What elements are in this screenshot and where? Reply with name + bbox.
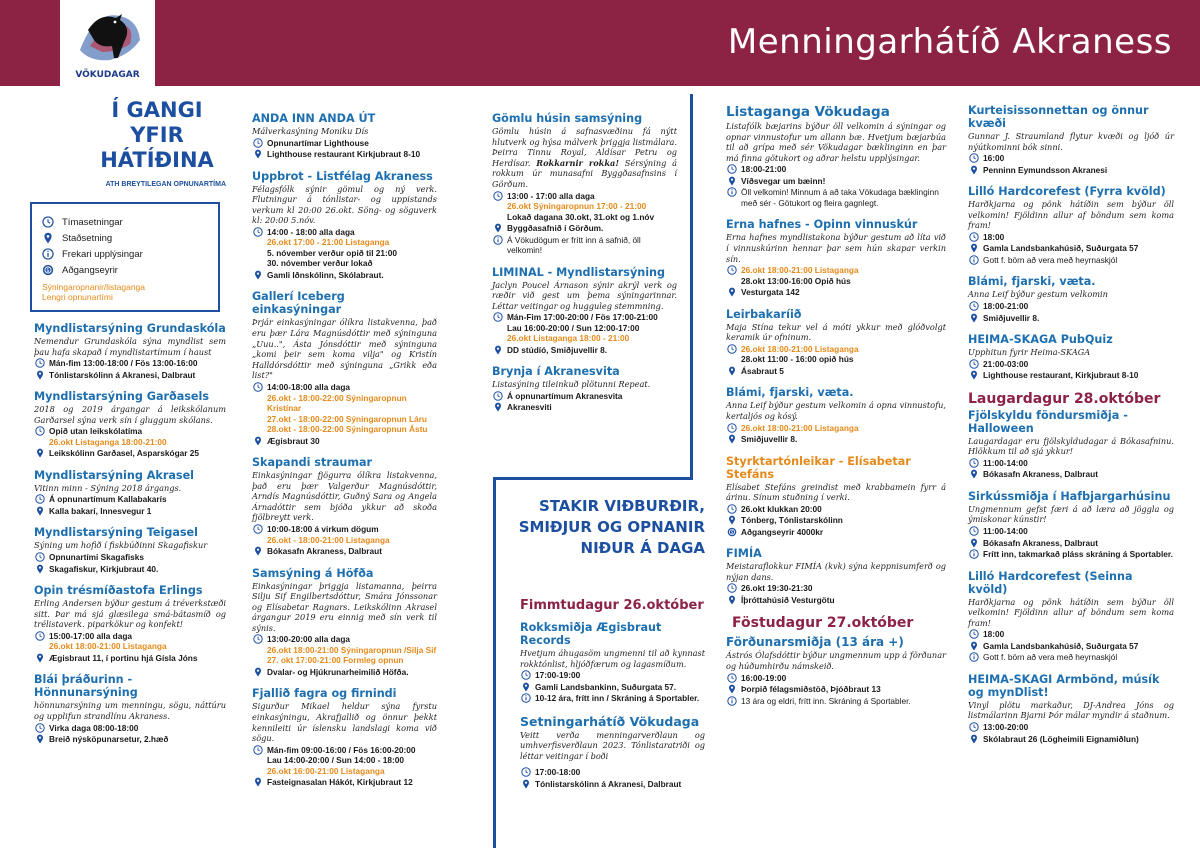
clock-icon	[34, 631, 46, 641]
info-icon	[726, 187, 738, 197]
location-pin-icon	[726, 684, 738, 694]
clock-icon	[968, 232, 980, 242]
event-gomlu-husin: Gömlu húsin samsýning Gömlu húsin á safnasvæðinu fá nýtt hlutverk og hýsa málverk þriggja listmálara. Þeirra Tinnu Royal, Aldísar Petru og Herdísar. Rokkarnir rokka! Sérsýning á rokkum úr munasafni Byggðasafnsins í Görðum. 13:00 - 17:00 alla daga 26.okt Sýningaropnun 17:00 - 21:00 Lokað dagana 30.okt, 31.okt og 1.nóv Byggðasafnið í Görðum. Á Vökudögum er frítt inn á safnið, öll velkomin!	[492, 112, 678, 256]
location-pin-icon	[252, 270, 264, 280]
location-pin-icon	[968, 641, 980, 651]
event-listaganga: Listaganga Vökudaga Listafólk bæjarins býður öll velkomin á sýningar og opnar vinnustofur um allann bæ. Hvetjum bæjarbúa til að grípa með sér Vökudagar bæklinginn en þar má finna götukort og aðrar helstu upplýsingar. 18:00-21:00 Víðsvegar um bæinn! Öll velkomin! Minnum á að taka Vökudaga bæklinginn með sér - Götukort og fleira gagnlegt.	[726, 104, 946, 208]
clock-icon	[252, 745, 264, 755]
event-blai-thradurinn: Blái þráðurinn - Hönnunarsýning hönnunarsýning um menningu, sögu, náttúru og upplifun strandlínu Akraness. Virka daga 08:00-18:00 Breið nýsköpunarsetur, 2.hæð	[34, 673, 226, 745]
event-fimia: FIMÍA Meistaraflokkur FIMÍA (kvk) sýna keppnisumferð og nýjan dans. 26.okt 19:30-21:30 Íþróttahúsið Vesturgötu	[726, 547, 946, 605]
clock-icon	[34, 723, 46, 733]
location-pin-icon	[34, 370, 46, 380]
divider-vertical-top	[690, 94, 693, 479]
clock-icon	[726, 423, 738, 433]
event-heima-skagi: HEIMA-SKAGI Armbönd, músík og mynDlist! Vinyl plötu markaður, DJ-Andrea Jóns og listmálarinn Bjarni Þór málar myndir á staðnum. 13:00-20:00 Skólabraut 26 (Lögheimili Eignamiðlun)	[968, 672, 1174, 744]
event-iceberg: Gallerí Iceberg einkasýningar Þrjár einkasýningar ólíkra listakvenna, það eru þær Lára Magnúsdóttir með sýninguna „Uuu..", Ásta Jónsdóttir með sýninguna „komi þeir sem koma vilja" og Kristín Halldórsdóttir með sýninguna „Grikk eða list?" 14:00-18:00 alla daga 26.okt - 18:00-22:00 Sýningaropnun Kristínar 27.okt - 18:00-22:00 Sýningaropnun Láru 28.okt - 18:00-22:00 Sýningaropnun Ástu Ægisbraut 30	[252, 290, 437, 446]
clock-icon	[726, 344, 738, 354]
location-pin-icon	[252, 546, 264, 556]
info-icon	[968, 549, 980, 559]
location-pin-icon	[252, 667, 264, 677]
info-icon	[42, 248, 54, 260]
event-blami-1: Blámi, fjarski, væta. Anna Leif býður gestum velkomin á opna vinnustofu, kertaljós og kósý. 26.okt 18:00-21:00 Listaganga Smiðjuvellir 8.	[726, 386, 946, 445]
clock-icon	[492, 191, 504, 201]
vokudagar-logo	[60, 0, 155, 88]
clock-icon	[968, 722, 980, 732]
location-pin-icon	[42, 232, 54, 244]
legend-place: Staðsetning	[42, 232, 208, 244]
divider-vertical-bottom	[493, 477, 496, 848]
location-pin-icon	[34, 653, 46, 663]
schedule-note: ATH BREYTILEGAN OPNUNARTÍMA	[105, 181, 226, 188]
event-sirkussmidja: Sirkússmiðja í Hafbjargarhúsinu Ungmennum gefst færi á að læra að jöggla og ýmiskonar kúnstir! 11:00-14:00 Bókasafn Akraness, Dalbraut Frítt inn, takmarkað pláss skráning á Sportabler.	[968, 489, 1174, 560]
info-icon	[520, 693, 532, 703]
column-thursday-2	[726, 104, 946, 716]
clock-icon	[34, 358, 46, 368]
coin-icon	[42, 264, 54, 276]
info-icon	[492, 235, 504, 245]
location-pin-icon	[726, 434, 738, 444]
divider-horizontal	[493, 477, 693, 480]
day-friday: Föstudagur 27.október	[732, 615, 914, 632]
location-pin-icon	[968, 469, 980, 479]
event-setningarhatid: Setningarhátíð Vökudaga Veitt verða menningarverðlaun og umhverfisverðlaun 2023. Tónlistaratriði og léttar veitingar í boði 17:00-18:00 Tónlistarskólinn á Akranesi, Dalbraut	[520, 713, 705, 789]
clock-icon	[252, 138, 264, 148]
single-events-heading: STAKIR VIÐBURÐIR, SMIÐJUR OG OPNANIR NIÐUR Á DAGA	[518, 497, 705, 557]
column-thursday	[520, 598, 705, 799]
day-saturday: Laugardagur 28.október	[968, 390, 1161, 407]
event-hofdi: Samsýning á Höfða Einkasýningar þriggja listamanna, þeirra Silju Sif Engilbertsdóttur, Smára Jónssonar og Elísabetar Ragnars. Leikskólinn Akrasel árgangur 2019 eru einnig með sín verk til sýnis. 13:00-20:00 alla daga 26.okt 18:00-21:00 Sýningaropnun /Silja Sif 27. okt 17:00-21:00 Formleg opnun Dvalar- og Hjúkrunarheimilið Höfða.	[252, 566, 437, 677]
legend-fee: Aðgangseyrir	[42, 264, 208, 276]
event-brynja: Brynja í Akranesvita Listasýning tileinkuð plötunni Repeat. Á opnunartímum Akranesvita Akranesviti	[492, 365, 651, 413]
location-pin-icon	[968, 538, 980, 548]
clock-icon	[252, 227, 264, 237]
event-styrktartonleikar: Styrktartónleikar - Elísabetar Stefáns Elísabet Stefáns greindist með krabbamein fyrr á árinu. Sínum stuðning í verki. 26.okt klukkan 20:00 Tónberg, Tónlistarskólinn Aðgangseyrir 4000kr	[726, 454, 946, 537]
location-pin-icon	[34, 734, 46, 744]
location-pin-icon	[968, 313, 980, 323]
location-pin-icon	[34, 506, 46, 516]
event-anda-inn: ANDA INN ANDA ÚT Málverkasýning Moniku Dís Opnunartímar Lighthouse Lighthouse restaurant Kirkjubraut 8-10	[252, 112, 421, 160]
column-exhibitions-2	[252, 112, 437, 798]
event-blami-2: Blámi, fjarski, væta. Anna Leif býður gestum velkomin 18:00-21:00 Smiðjuvellir 8.	[968, 275, 1108, 323]
clock-icon	[726, 164, 738, 174]
event-lillo-seinna: Lilló Hardcorefest (Seinna kvöld) Harðkjarna og pönk hátíðin sem býður öll velkomin! Fjöldinn allur af böndum sem koma fram! 18:00 Gamla Landsbankahúsið, Suðurgata 57 Gott f. börn að vera með heyrnaskjól	[968, 569, 1174, 663]
clock-icon	[492, 312, 504, 322]
info-icon	[968, 652, 980, 662]
clock-icon	[492, 391, 504, 401]
event-erna-hafnes: Erna hafnes - Opinn vinnuskúr Erna hafnes myndlistakona býður gestum að líta við í vinnuskúrinn hennar þar sem hún skapar verkin sín. 26.okt 18:00-21:00 Listaganga 28.okt 13:00-16:00 Opið hús Vesturgata 142	[726, 218, 946, 298]
ongoing-heading-1: Í GANGI	[111, 98, 203, 122]
clock-icon	[726, 673, 738, 683]
event-leirbakariid: Leirbakaríið Maja Stína tekur vel á móti ykkur með glóðvolgt keramik úr ofninum. 26.okt 18:00-21:00 Listaganga 28.okt 11:00 - 16:00 opið hús Ásabraut 5	[726, 307, 946, 376]
event-fondursmidja: Fjölskyldu föndursmiðja - Halloween Laugardagar eru fjölskyldudagar á Bókasafninu. Hlökkum til að sjá ykkur! 11:00-14:00 Bókasafn Akraness, Dalbraut	[968, 408, 1174, 480]
clock-icon	[252, 634, 264, 644]
location-pin-icon	[726, 366, 738, 376]
legend-time: Tímasetningar	[42, 216, 208, 228]
location-pin-icon	[968, 370, 980, 380]
location-pin-icon	[968, 165, 980, 175]
event-fjallid-fagra: Fjallið fagra og firnindi Sigurður Mikael heldur sýna fyrstu einkasýningu, Akrafjallið og önnur þekkt kennileiti úr íslensku landslagi koma við sögu. Mán-fim 09:00-16:00 / Fös 16:00-20:00 Lau 14:00-20:00 / Sun 14:00 - 18:00 26.okt 16:00-21:00 Listaganga Fasteignasalan Hákót, Kirkjubraut 12	[252, 687, 437, 788]
event-rokksmidja: Rokksmiðja Ægisbraut Records Hvetjum áhugasöm ungmenni til að kynnast rokktónlist, hljóðfærum og lagasmíðum. 17:00-19:00 Gamli Landsbankinn, Suðurgata 57. 10-12 ára, frítt inn / Skráning á Sportabler.	[520, 621, 705, 704]
location-pin-icon	[726, 176, 738, 186]
column-exhibitions-3	[492, 112, 677, 423]
event-pubquiz: HEIMA-SKAGA PubQuiz Upphitun fyrir Heima-SKAGA 21:00-03:00 Lighthouse restaurant, Kirkjubraut 8-10	[968, 333, 1139, 381]
legend-orange-2: Lengri opnunartími	[42, 292, 113, 302]
location-pin-icon	[252, 149, 264, 159]
clock-icon	[968, 526, 980, 536]
clock-icon	[252, 524, 264, 534]
info-icon	[726, 696, 738, 706]
column-ongoing	[30, 96, 226, 755]
event-grundaskoli: Myndlistarsýning Grundaskóla Nemendur Grundaskóla sýna myndlist sem þau hafa skapað í myndlistartímum í haust Mán-fim 13:00-18:00 / Fös 13:00-16:00 Tónlistarskólinn á Akranesi, Dalbraut	[34, 322, 226, 380]
location-pin-icon	[34, 564, 46, 574]
event-teigasel: Myndlistarsýning Teigasel Sýning um hofið í fiskbúðinni Skagafiskur Opnunartími Skagafisks Skagafiskur, Kirkjubraut 40.	[34, 526, 208, 574]
location-pin-icon	[34, 448, 46, 458]
info-icon	[968, 255, 980, 265]
event-kurteisissonnettan: Kurteisissonnettan og önnur kvæði Gunnar J. Straumland flytur kvæði og ljóð úr nýútkominni bók sinni. 16:00 Penninn Eymundsson Akranesi	[968, 104, 1174, 175]
clock-icon	[520, 670, 532, 680]
location-pin-icon	[968, 734, 980, 744]
location-pin-icon	[252, 777, 264, 787]
coin-icon	[726, 527, 738, 537]
raven-logo-icon	[60, 0, 155, 74]
location-pin-icon	[492, 345, 504, 355]
clock-icon	[34, 552, 46, 562]
location-pin-icon	[492, 402, 504, 412]
page-title: Menningarhátíð Akraness	[727, 22, 1172, 62]
logo-text: VÖKUDAGAR	[75, 70, 140, 80]
ongoing-heading-2: YFIR	[130, 123, 184, 147]
location-pin-icon	[968, 243, 980, 253]
clock-icon	[252, 382, 264, 392]
clock-icon	[42, 216, 54, 228]
clock-icon	[968, 458, 980, 468]
event-lillo-fyrra: Lilló Hardcorefest (Fyrra kvöld) Harðkjarna og pönk hátíðin sem býður öll velkomin! Fjöldinn allur af böndum sem koma fram! 18:00 Gamla Landsbankahúsið, Suðurgata 57 Gott f. börn að vera með heyrnaskjól	[968, 185, 1174, 265]
event-gardasel: Myndlistarsýning Garðasels 2018 og 2019 árgangar á leikskólanum Garðarsel sýna verk sín í gluggum skólans. Opið utan leikskólatíma 26.okt Listaganga 18:00-21:00 Leikskólinn Garðasel, Asparskógar 25	[34, 390, 226, 459]
day-thursday: Fimmtudagur 26.október	[520, 598, 704, 613]
location-pin-icon	[252, 436, 264, 446]
location-pin-icon	[726, 515, 738, 525]
clock-icon	[968, 359, 980, 369]
clock-icon	[34, 494, 46, 504]
event-liminal: LIMINAL - Myndlistarsýning Jaclyn Poucel Árnason sýnir akrýl verk og ræðir við gest um þema sýningarinnar. Léttar veitingar og hugguleg stemmning. Mán-Fim 17:00-20:00 / Fös 17:00-21:00 Lau 16:00-20:00 / Sun 12:00-17:00 26.okt Listaganga 18:00 - 21:00 DD stúdíó, Smiðjuvellir 8.	[492, 265, 677, 355]
clock-icon	[968, 301, 980, 311]
event-skapandi-straumar: Skapandi straumar Einkasýningar fjögurra ólíkra listakvenna, það eru þær Valgerður Magnúsdóttir, Arndís Magnúsdóttir, Guðný Sara og Angela Árnadóttir sem bjóða ykkur að skoða fjölbreytt verk. 10:00-18:00 á virkum dögum 26.okt - 18:00-21:00 Listaganga Bókasafn Akraness, Dalbraut	[252, 456, 437, 556]
clock-icon	[968, 629, 980, 639]
location-pin-icon	[492, 223, 504, 233]
column-friday-saturday	[968, 104, 1174, 754]
clock-icon	[726, 504, 738, 514]
clock-icon	[968, 153, 980, 163]
legend-info: Frekari upplýsingar	[42, 248, 208, 260]
clock-icon	[34, 426, 46, 436]
location-pin-icon	[726, 287, 738, 297]
event-erlings: Opin trésmíðastofa Erlings Erling Andersen býður gestum á tréverkstæði sitt. Þar má sjá glæsilega smá-bátasmíð og trélistaverk. piparkökur og konfekt! 15:00-17:00 alla daga 26.okt 18:00-21:00 Listaganga Ægisbraut 11, í portinu hjá Gísla Jóns	[34, 584, 226, 663]
clock-icon	[520, 767, 532, 777]
event-uppbrot: Uppbrot - Listfélag Akraness Félagsfólk sýnir gömul og ný verk. Flutningur á tónlistar- og uppistands verkum kl 20:00 26.okt. Söng- og söguverk kl: 20:00 5.nóv. 14:00 - 18:00 alla daga 26.okt 17:00 - 21:00 Listaganga 5. nóvember verður opið til 21:00 30. nóvember verður lokað Gamli Iðnskólinn, Skólabraut.	[252, 169, 437, 280]
ongoing-heading-3: HÁTÍÐINA	[100, 148, 214, 172]
location-pin-icon	[520, 779, 532, 789]
legend-box	[30, 202, 220, 312]
location-pin-icon	[520, 682, 532, 692]
event-akrasel: Myndlistarsýning Akrasel Vitinn minn - Sýning 2018 árgangs. Á opnunartímum Kallabakarís Kalla bakarí, Innesvegur 1	[34, 468, 195, 516]
event-fordunarsmidja: Förðunarsmiðja (13 ára +) Ástrós Ólafsdóttir býður ungmennum upp á förðunar og húðumhirðu námskeið. 16:00-19:00 Þorpið félagsmiðstöð, Þjóðbraut 13 13 ára og eldri, frítt inn. Skráning á Sportabler.	[726, 635, 946, 706]
clock-icon	[726, 583, 738, 593]
clock-icon	[726, 265, 738, 275]
legend-orange-1: Sýningaropnanir/listaganga	[42, 282, 146, 292]
location-pin-icon	[726, 595, 738, 605]
